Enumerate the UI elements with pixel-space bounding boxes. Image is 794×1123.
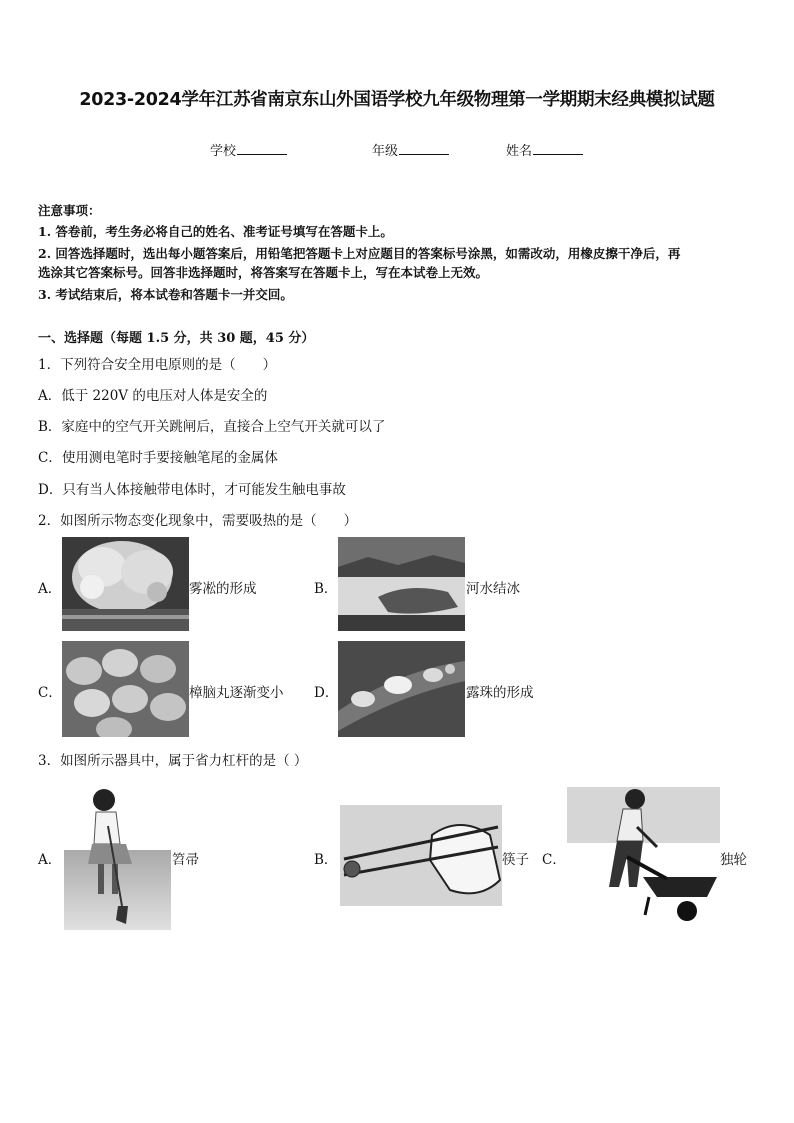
q1-option-d[interactable]: D．只有当人体接触带电体时，才可能发生触电事故 [38,482,346,498]
q1-stem: 1．下列符合安全用电原则的是（ ） [38,357,277,373]
q2-a-letter[interactable]: A． [38,581,62,597]
exam-title: 2023-2024学年江苏省南京东山外国语学校九年级物理第一学期期末经典模拟试题 [79,90,715,110]
frozen-river-image [338,537,465,631]
q3-b-text: 筷子 [502,852,529,868]
q1-option-b[interactable]: B．家庭中的空气开关跳闸后，直接合上空气开关就可以了 [38,419,386,435]
dew-image [338,641,465,737]
note-2b: 选涂其它答案标号。回答非选择题时，将答案写在答题卡上，写在本试卷上无效。 [38,265,489,280]
q2-d-letter[interactable]: D． [314,685,339,701]
q3-a-letter[interactable]: A． [38,852,62,868]
grade-field [372,140,449,159]
q2-c-text: 樟脑丸逐渐变小 [189,685,284,701]
school-field [210,140,287,159]
note-2a: 2. 回答选择题时，选出每小题答案后，用铅笔把答题卡上对应题目的答案标号涂黑，如需改动，用橡皮擦干净后，再 [38,246,681,261]
q1-option-a[interactable]: A．低于 220V 的电压对人体是安全的 [38,388,268,404]
name-blank[interactable] [533,142,583,155]
mothball-image [62,641,189,737]
grade-blank[interactable] [399,142,449,155]
name-label: 姓名 [506,144,533,159]
q3-a-text: 笤帚 [172,852,199,868]
q3-stem: 3．如图所示器具中，属于省力杠杆的是（ ） [38,753,308,769]
section-heading: 一、选择题（每题 1.5 分，共 30 题，45 分） [38,331,315,346]
name-field [506,140,583,159]
q1-option-c[interactable]: C．使用测电笔时手要接触笔尾的金属体 [38,450,278,466]
broom-image [64,786,171,930]
school-blank[interactable] [237,142,287,155]
q2-d-text: 露珠的形成 [466,685,534,701]
rime-image [62,537,189,631]
q2-b-text: 河水结冰 [466,581,520,597]
q3-c-letter[interactable]: C． [542,852,566,868]
wheelbarrow-image [567,787,720,923]
grade-label: 年级 [372,144,399,159]
q3-c-text: 独轮 [720,852,747,868]
q2-stem: 2．如图所示物态变化现象中，需要吸热的是（ ） [38,513,358,529]
q2-c-letter[interactable]: C． [38,685,62,701]
note-1: 1. 答卷前，考生务必将自己的姓名、准考证号填写在答题卡上。 [38,224,393,239]
school-label: 学校 [210,144,237,159]
chopsticks-image [340,805,502,906]
q2-b-letter[interactable]: B． [314,581,338,597]
q3-b-letter[interactable]: B． [314,852,338,868]
notes-heading: 注意事项： [38,203,101,218]
q2-a-text: 雾凇的形成 [189,581,257,597]
note-3: 3. 考试结束后，将本试卷和答题卡一并交回。 [38,287,293,302]
